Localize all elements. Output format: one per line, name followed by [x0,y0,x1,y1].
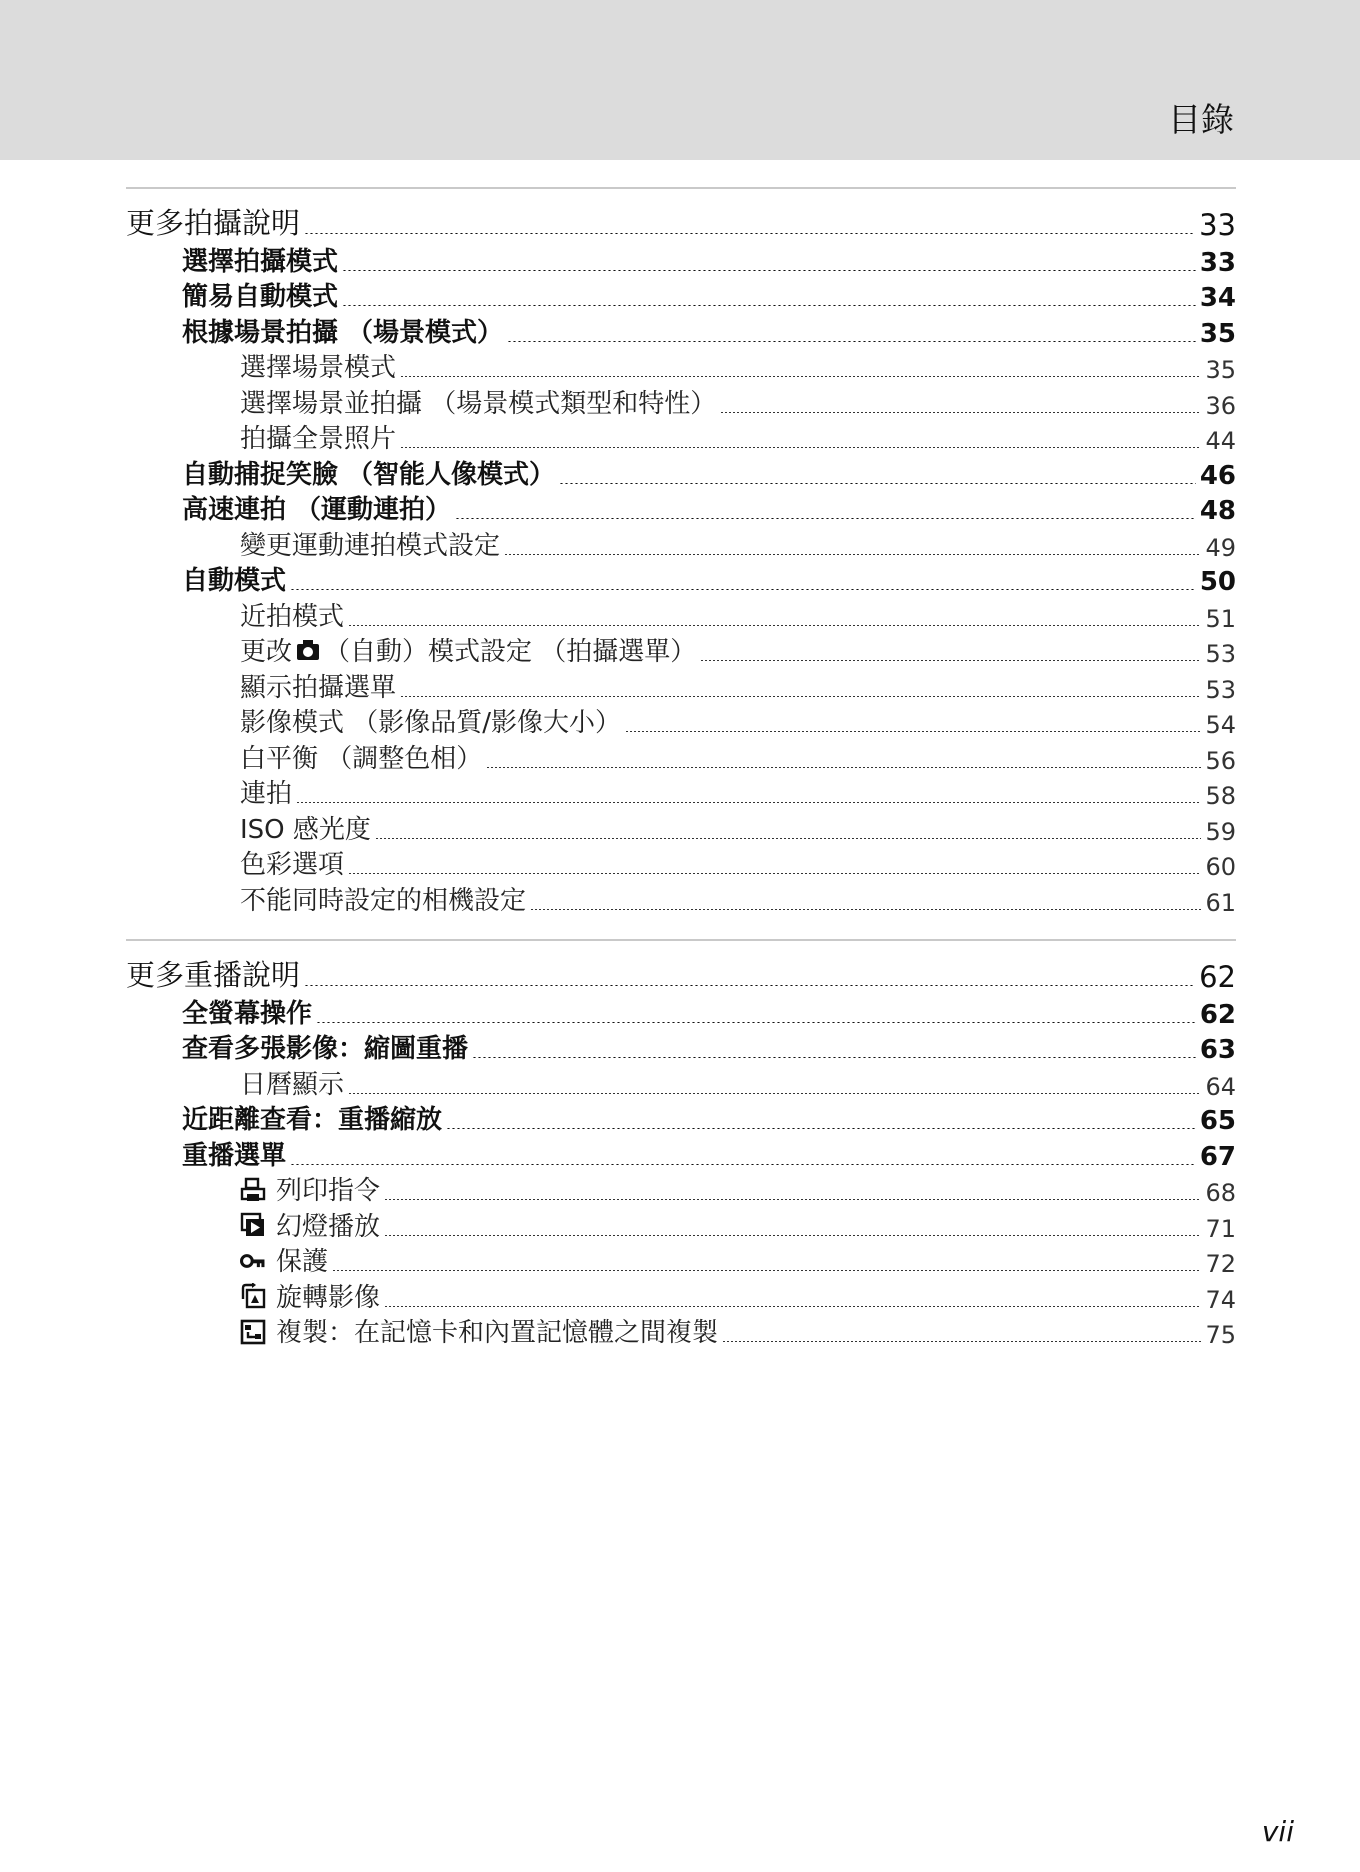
toc-entry-page: 56 [1205,746,1236,775]
toc-entry-label [240,1277,380,1314]
toc-entry-label [240,1064,344,1101]
toc-entry-page: 44 [1205,427,1236,455]
toc-entry[interactable] [126,704,1236,740]
toc-entry-text: 白平衡 （調整色相） [240,743,483,774]
toc-entry-text: 影像模式 （影像品質/影像大小） [240,708,622,738]
toc-entry-page: 35 [1205,356,1236,384]
toc-entry-label [240,1206,380,1243]
slideshow-icon [240,1212,266,1238]
dot-leader [400,376,1201,377]
toc-entry-page: 53 [1205,675,1236,704]
dot-leader [384,1306,1201,1307]
dot-leader [304,985,1195,986]
toc-entry[interactable] [126,206,1236,242]
toc-entry-label [126,201,300,242]
toc-entry-page: 67 [1199,1141,1236,1172]
toc-entry-text: 連拍 [240,779,293,809]
dot-leader [384,1235,1201,1236]
toc-entry-text: 簡易自動模式 [182,282,339,312]
header-band [0,0,1360,160]
toc-entry-page: 49 [1205,533,1236,562]
toc-entry-label [182,454,555,491]
toc-entry-label [126,953,300,994]
toc-entry[interactable] [126,881,1236,917]
toc-entry[interactable] [126,1278,1236,1314]
toc-entry-text: 色彩選項 [240,850,345,880]
toc-entry-text: 幻燈播放 [276,1211,381,1242]
toc-entry[interactable] [126,278,1236,314]
toc-entry-label [182,241,338,278]
toc-entry-label [240,844,344,881]
toc-entry-text: 旋轉影像 [276,1282,381,1313]
toc-entry-page: 62 [1199,999,1236,1030]
toc-entry[interactable] [126,562,1236,598]
toc-entry-label [182,1099,442,1136]
toc-entry-text: 顯示拍攝選單 [240,672,397,703]
toc-entry-text: 列印指令 [276,1176,381,1206]
toc-entry-page: 33 [1199,208,1236,242]
toc-entry[interactable] [126,1030,1236,1066]
toc-entry-text: 近拍模式 [240,601,345,632]
toc-section-playback [126,958,1236,1349]
toc-entry-label [240,809,371,846]
toc-entry[interactable] [126,775,1236,811]
toc-entry-text: 高速連拍 （運動連拍） [182,495,452,525]
toc-entry[interactable] [126,313,1236,349]
print-order-icon [240,1177,266,1203]
toc-entry[interactable] [126,1065,1236,1101]
toc-entry[interactable] [126,1207,1236,1243]
toc-entry-page: 68 [1205,1179,1236,1207]
toc-entry-page: 71 [1205,1214,1236,1243]
dot-leader [530,909,1201,910]
toc-entry[interactable] [126,491,1236,527]
dot-leader [400,447,1201,448]
toc-entry-label [182,312,503,349]
toc-entry-page: 51 [1205,604,1236,633]
dot-leader [342,305,1196,306]
toc-entry-label-part: （自動）模式設定 （拍攝選單） [324,637,697,667]
toc-entry-page: 61 [1205,888,1236,917]
toc-entry[interactable] [126,455,1236,491]
dot-leader [700,660,1201,661]
toc-entry-text: 近距離查看：重播縮放 [182,1105,443,1135]
dot-leader [296,802,1201,803]
toc-entry-page: 48 [1199,496,1236,526]
section-divider [126,187,1236,189]
toc-entry-label [240,1241,328,1278]
toc-entry-page: 46 [1199,460,1236,491]
dot-leader [342,270,1196,271]
toc-entry-page: 36 [1205,391,1236,420]
section-divider [126,939,1236,941]
toc-entry-page: 35 [1199,318,1236,349]
toc-entry-page: 62 [1199,960,1236,994]
toc-entry[interactable] [126,1136,1236,1172]
dot-leader [304,233,1195,234]
toc-entry-text: 選擇拍攝模式 [182,246,339,277]
toc-entry-label [240,1170,380,1207]
toc-entry-page: 33 [1199,247,1236,278]
toc-entry-text: 全螢幕操作 [182,998,313,1029]
dot-leader [332,1270,1201,1271]
toc-entry[interactable] [126,1172,1236,1208]
toc-entry-text: 日曆顯示 [240,1069,345,1100]
toc-entry[interactable] [126,1314,1236,1350]
toc-entry-label [240,525,500,562]
toc-entry[interactable] [126,242,1236,278]
toc-entry-page: 63 [1199,1035,1236,1065]
toc-entry-text: 不能同時設定的相機設定 [240,885,527,916]
toc-entry[interactable] [126,1101,1236,1137]
toc-entry[interactable] [126,349,1236,385]
toc-entry-label [182,1135,286,1172]
toc-entry[interactable] [126,420,1236,456]
toc-entry-page: 53 [1205,640,1236,668]
toc-entry-page: 72 [1205,1250,1236,1278]
toc-entry-page: 59 [1205,817,1236,846]
dot-leader [720,412,1201,413]
toc-entry-text: 拍攝全景照片 [240,424,397,454]
dot-leader [446,1128,1196,1129]
toc-entry-label [240,773,292,810]
dot-leader [348,1093,1201,1094]
toc-entry-label [240,667,396,704]
dot-leader [290,589,1196,590]
camera-icon [296,639,320,661]
toc-entry-text: 根據場景拍攝 （場景模式） [182,317,504,348]
toc-entry-label [182,993,312,1030]
toc-entry-label [240,1312,718,1349]
toc-entry-label [182,276,338,313]
toc-entry-page: 64 [1205,1072,1236,1101]
dot-leader [384,1199,1201,1200]
dot-leader [455,518,1196,519]
dot-leader [316,1022,1196,1023]
toc-entry-text: 自動捕捉笑臉 （智能人像模式） [182,459,556,490]
rotate-image-icon [240,1283,266,1309]
toc-entry-label [240,596,344,633]
toc-entry[interactable] [126,526,1236,562]
toc-entry-label [240,631,696,668]
page-title: 目錄 [1168,100,1234,139]
toc-entry-label [240,702,621,739]
toc-entry-label [240,383,716,420]
toc-entry-text: 選擇場景模式 [240,353,397,383]
toc-entry-text: 重播選單 [182,1140,287,1171]
toc-entry-page: 60 [1205,853,1236,881]
toc-entry[interactable] [126,668,1236,704]
toc-entry-text: 複製：在記憶卡和內置記憶體之間複製 [276,1318,719,1348]
dot-leader [348,625,1201,626]
toc-entry-label [182,489,451,526]
toc-entry-page: 54 [1205,711,1236,739]
toc-entry-text: 選擇場景並拍攝 （場景模式類型和特性） [240,388,717,419]
toc-entry-label [182,1028,468,1065]
dot-leader [722,1341,1201,1342]
dot-leader [472,1057,1196,1058]
toc-entry-page: 75 [1205,1321,1236,1349]
toc-entry-page: 34 [1199,283,1236,313]
dot-leader [559,483,1196,484]
page-number: vii [1261,1815,1294,1848]
toc-entry-text: 查看多張影像：縮圖重播 [182,1034,469,1064]
toc-entry-page: 50 [1199,567,1236,597]
toc-entry-label [240,418,396,455]
toc-entry-text: 保護 [276,1247,329,1277]
dot-leader [625,731,1201,732]
toc-entry-page: 74 [1205,1285,1236,1314]
toc-entry-text: 變更運動連拍模式設定 [240,530,501,561]
toc-entry-label [240,738,482,775]
toc-entry[interactable] [126,994,1236,1030]
dot-leader [486,767,1201,768]
toc-entry-label [240,347,396,384]
toc-entry[interactable] [126,633,1236,669]
toc-entry-label [240,880,526,917]
dot-leader [290,1164,1196,1165]
toc-entry[interactable] [126,810,1236,846]
toc-section-shooting [126,206,1236,917]
toc-entry-label-part: 更改 [240,637,293,667]
protect-key-icon [240,1248,266,1274]
toc-entry-page: 58 [1205,782,1236,810]
copy-icon [240,1319,266,1345]
toc-entry[interactable] [126,958,1236,994]
toc-entry[interactable] [126,1243,1236,1279]
toc-entry-text: 自動模式 [182,566,287,596]
dot-leader [507,341,1196,342]
toc-entry-text: 更多重播說明 [126,958,301,992]
dot-leader [504,554,1201,555]
dot-leader [348,873,1201,874]
toc-entry-text: 更多拍攝說明 [126,206,301,240]
toc-entry[interactable] [126,846,1236,882]
toc-entry-label [182,560,286,597]
toc-entry[interactable] [126,597,1236,633]
dot-leader [400,696,1201,697]
toc-entry-page: 65 [1199,1106,1236,1136]
toc-entry[interactable] [126,739,1236,775]
toc-entry-text: ISO 感光度 [240,814,371,845]
dot-leader [375,838,1202,839]
toc-entry[interactable] [126,384,1236,420]
